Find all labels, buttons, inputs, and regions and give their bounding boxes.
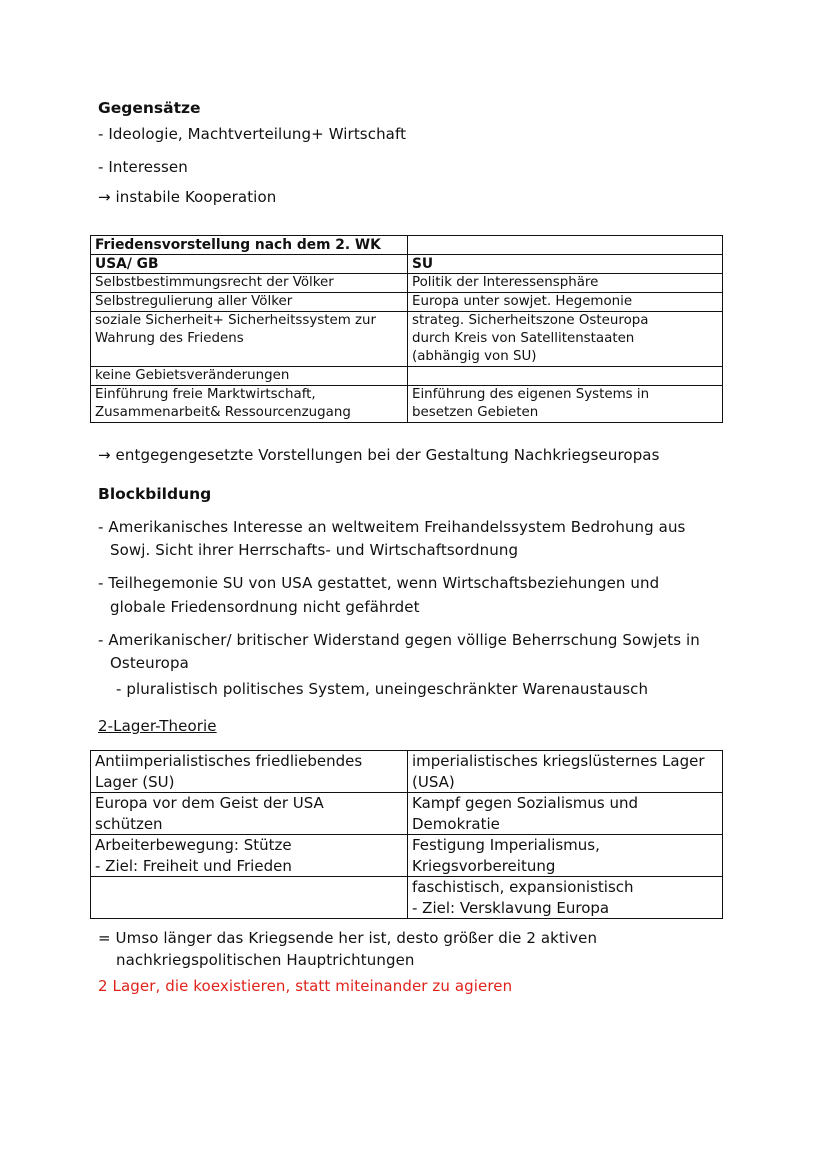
table-empty-cell — [408, 236, 723, 255]
table-cell-right — [408, 835, 723, 877]
friedensvorstellung-table — [90, 235, 723, 423]
cell-text: Zusammenarbeit& Ressourcenzugang — [95, 405, 351, 420]
table-row — [91, 274, 723, 293]
cell-text: Selbstbestimmungsrecht der Völker — [95, 275, 334, 290]
cell-text: Lager (SU) — [95, 772, 175, 791]
conclusion-text: = Umso länger das Kriegsende her ist, desto größer die 2 aktiven — [98, 929, 598, 947]
table-title-cell — [91, 236, 408, 255]
column-header-su: SU — [412, 256, 434, 272]
conclusion-text: nachkriegspolitischen Hauptrichtungen — [116, 951, 415, 969]
bullet-text: - Amerikanischer/ britischer Widerstand gegen völlige Beherrschung Sowjets in — [98, 631, 700, 649]
table-row — [91, 793, 723, 835]
text-line: → instabile Kooperation — [98, 188, 277, 206]
bullet-text: Osteuropa — [110, 654, 189, 672]
table-cell-left — [91, 312, 408, 367]
cell-text: Einführung des eigenen Systems in — [412, 387, 650, 402]
heading-2-lager-theorie: 2-Lager-Theorie — [98, 717, 217, 735]
cell-text: Europa vor dem Geist der USA — [95, 794, 324, 812]
cell-text: besetzen Gebieten — [412, 405, 539, 420]
table-cell-right — [408, 793, 723, 835]
bullet-text: globale Friedensordnung nicht gefährdet — [110, 598, 420, 616]
sub-bullet-text: - pluralistisch politisches System, uneingeschränkter Warenaustausch — [116, 680, 649, 698]
cell-text: imperialistisches kriegslüsternes Lager — [412, 752, 705, 770]
table-cell-right — [408, 751, 723, 793]
cell-text: (USA) — [412, 772, 455, 791]
table-cell-right — [408, 877, 723, 919]
cell-text: Selbstregulierung aller Völker — [95, 294, 293, 309]
table-column-header-row — [91, 255, 723, 274]
bullet-text: - Amerikanisches Interesse an weltweitem Freihandelssystem Bedrohung aus — [98, 518, 686, 536]
cell-text: Antiimperialistisches friedliebendes — [95, 752, 363, 770]
cell-text: Arbeiterbewegung: Stütze — [95, 836, 292, 854]
table-row — [91, 751, 723, 793]
column-header-cell — [91, 255, 408, 274]
table-cell-right — [408, 274, 723, 293]
cell-text: Kriegsvorbereitung — [412, 856, 556, 875]
column-header-cell — [408, 255, 723, 274]
cell-text: Einführung freie Marktwirtschaft, — [95, 387, 316, 402]
table-row — [91, 386, 723, 423]
table-cell-right — [408, 367, 723, 386]
table-cell-left — [91, 274, 408, 293]
conclusion-text: → entgegengesetzte Vorstellungen bei der Gestaltung Nachkriegseuropas — [98, 446, 660, 464]
text-line: - Ideologie, Machtverteilung+ Wirtschaft — [98, 125, 407, 143]
table-cell-right — [408, 293, 723, 312]
cell-text: Europa unter sowjet. Hegemonie — [412, 294, 633, 309]
heading-gegensaetze: Gegensätze — [98, 99, 201, 117]
table-cell-left — [91, 751, 408, 793]
table-title: Friedensvorstellung nach dem 2. WK — [95, 237, 381, 253]
heading-blockbildung: Blockbildung — [98, 485, 212, 503]
table-row — [91, 367, 723, 386]
table-row — [91, 835, 723, 877]
cell-text: - Ziel: Versklavung Europa — [412, 898, 610, 917]
bullet-text: - Teilhegemonie SU von USA gestattet, wenn Wirtschaftsbeziehungen und — [98, 574, 660, 592]
table-cell-left — [91, 835, 408, 877]
table-header-row — [91, 236, 723, 255]
cell-text: (abhängig von SU) — [412, 349, 537, 364]
table-row — [91, 312, 723, 367]
cell-text: - Ziel: Freiheit und Frieden — [95, 856, 292, 875]
cell-text: soziale Sicherheit+ Sicherheitssystem zur — [95, 313, 377, 328]
table-row — [91, 877, 723, 919]
table-cell-right — [408, 386, 723, 423]
highlighted-conclusion: 2 Lager, die koexistieren, statt miteinander zu agieren — [98, 977, 513, 995]
cell-text: Festigung Imperialismus, — [412, 836, 600, 854]
bullet-text: Sowj. Sicht ihrer Herrschafts- und Wirtschaftsordnung — [110, 541, 519, 559]
text-line: - Interessen — [98, 158, 188, 176]
cell-text: Wahrung des Friedens — [95, 331, 244, 346]
cell-text: durch Kreis von Satellitenstaaten — [412, 331, 635, 346]
table-cell-right — [408, 312, 723, 367]
table-cell-left — [91, 367, 408, 386]
cell-text: Kampf gegen Sozialismus und — [412, 794, 639, 812]
table-row — [91, 293, 723, 312]
column-header-usa-gb: USA/ GB — [95, 256, 159, 272]
cell-text: faschistisch, expansionistisch — [412, 878, 634, 896]
cell-text: Demokratie — [412, 814, 500, 833]
lager-theorie-table — [90, 750, 723, 919]
cell-text: Politik der Interessensphäre — [412, 275, 599, 290]
cell-text: strateg. Sicherheitszone Osteuropa — [412, 313, 649, 328]
table-cell-left — [91, 293, 408, 312]
cell-text: schützen — [95, 814, 163, 833]
table-cell-left — [91, 877, 408, 919]
cell-text: keine Gebietsveränderungen — [95, 368, 290, 383]
table-cell-left — [91, 793, 408, 835]
table-cell-left — [91, 386, 408, 423]
